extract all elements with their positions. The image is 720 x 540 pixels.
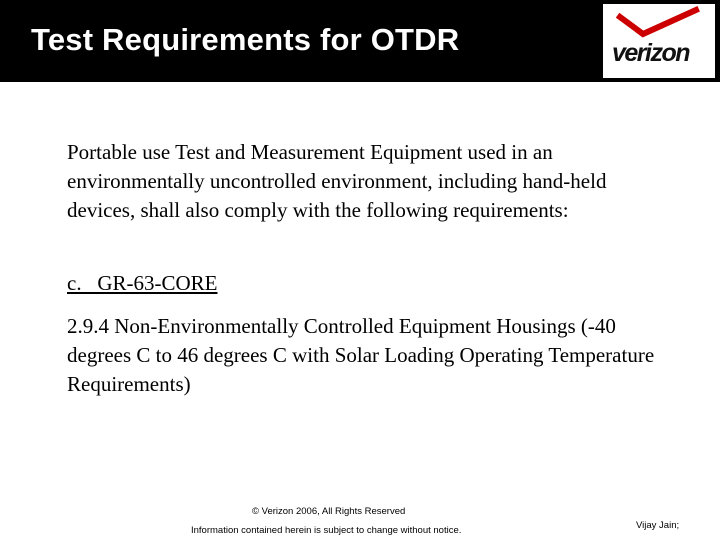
copyright-text: © Verizon 2006, All Rights Reserved <box>252 506 406 517</box>
standard-subheading: c. GR-63-CORE <box>67 271 218 295</box>
author-text: Vijay Jain; <box>636 520 680 531</box>
body-content <box>67 138 667 225</box>
requirement-paragraph: 2.9.4 Non-Environmentally Controlled Equipment Housings (-40 degrees C to 46 degrees C with Solar Loading Operating Temperature Requirements) <box>67 314 655 396</box>
title-bar <box>0 0 720 82</box>
logo-wordmark: verizon <box>612 39 690 67</box>
notice-text: Information contained herein is subject to change without notice. <box>191 525 462 536</box>
verizon-logo <box>603 4 715 78</box>
slide-title: Test Requirements for OTDR <box>31 22 460 57</box>
checkmark-logo-icon <box>603 4 715 44</box>
intro-paragraph: Portable use Test and Measurement Equipment used in an environmentally uncontrolled environment, including hand-held devices, shall also comply with the following requirements: <box>67 140 607 222</box>
